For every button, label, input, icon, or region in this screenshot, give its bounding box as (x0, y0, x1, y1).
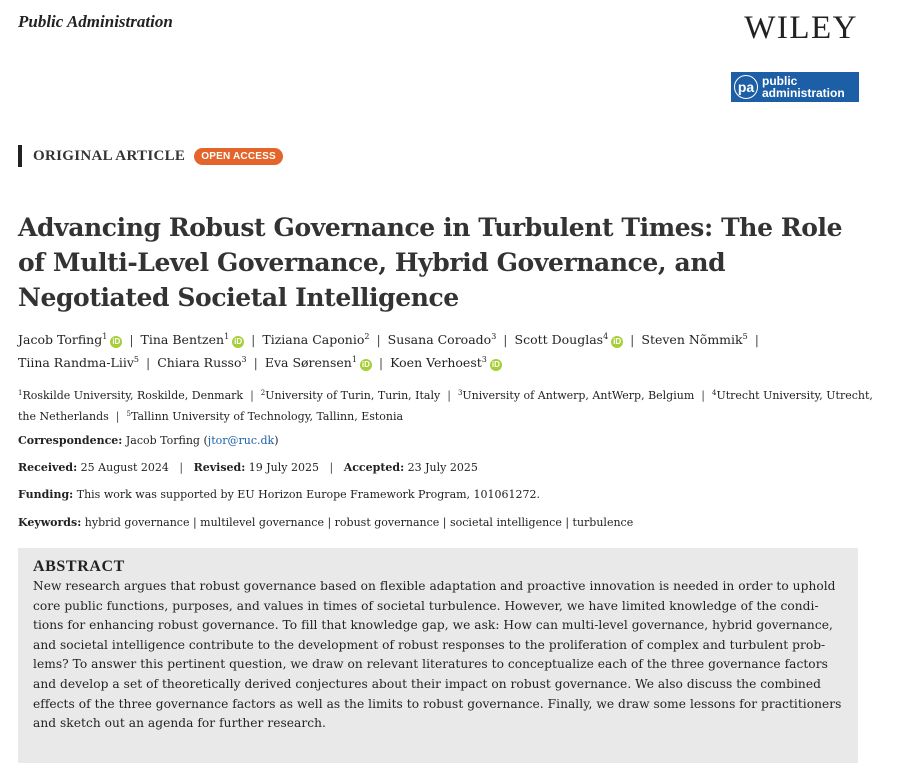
open-access-badge[interactable]: OPEN ACCESS (194, 148, 283, 165)
separator: | (376, 332, 381, 347)
keyword[interactable]: societal intelligence (450, 516, 562, 529)
abstract-line: core public functions, purposes, and values in times of societal turbulence. However, we have limited knowledge of the condi- (33, 598, 819, 613)
keyword[interactable]: turbulence (572, 516, 634, 529)
affiliation-sup: 2 (260, 389, 266, 397)
funding (18, 488, 540, 501)
journal-logo-line1: public (762, 74, 798, 88)
pa-logo-icon: pa (734, 75, 758, 99)
author-affiliation-sup: 5 (133, 355, 139, 364)
separator: | (251, 332, 256, 347)
accepted-date: 23 July 2025 (407, 461, 478, 474)
author-name[interactable]: Tiziana Caponio$^2$ (262, 332, 370, 347)
orcid-icon[interactable]: iD (491, 360, 500, 369)
correspondence-email-link[interactable]: jtor@ruc.dk (207, 434, 275, 447)
affiliation: $^2$University of Turin, Turin, Italy (260, 389, 441, 402)
orcid-icon[interactable]: iD (361, 360, 370, 369)
separator: | (701, 389, 705, 402)
abstract-line: tions for enhancing robust governance. To fill that knowledge gap, we ask: How can multi-level governance, hybrid governance, (33, 618, 833, 633)
affiliation-sup: 1 (18, 389, 23, 397)
journal-logo[interactable] (731, 72, 859, 102)
correspondence: Correspondence: Jacob Torfing (jtor@ruc.dk) (18, 434, 279, 447)
article-title: Advancing Robust Governance in Turbulent Times: The Role of Multi-Level Governance, Hybrid Governance, and Negotiated Societal Intelligence (18, 213, 843, 312)
author-name[interactable]: Susana Coroado$^3$ (387, 332, 497, 347)
keywords: Keywords: hybrid governance | multilevel governance | robust governance | societal intelligence | turbulence (18, 516, 634, 529)
abstract-box (18, 548, 858, 763)
author-affiliation-sup: 3 (241, 355, 247, 364)
publisher-logo[interactable]: WILEY (744, 10, 858, 46)
author-name[interactable]: Jacob Torfing$^1$iD (18, 332, 121, 347)
separator: | (250, 389, 254, 402)
author-name[interactable]: Eva Sørensen$^1$iD (264, 355, 370, 370)
author-affiliation-sup: 3 (481, 355, 487, 364)
author-affiliation-sup: 4 (603, 332, 609, 341)
author-name[interactable]: Chiara Russo$^3$ (157, 355, 247, 370)
abstract-heading: ABSTRACT (33, 558, 125, 575)
funding-text: This work was supported by EU Horizon Europe Framework Program, 101061272. (76, 488, 541, 501)
keyword[interactable]: robust governance (334, 516, 440, 529)
abstract-text (33, 577, 844, 734)
affiliations (18, 384, 878, 426)
separator: | (503, 332, 508, 347)
author-affiliation-sup: 1 (224, 332, 230, 341)
author-affiliation-sup: 3 (491, 332, 497, 341)
keywords-label: Keywords: (18, 516, 82, 529)
separator: | (754, 332, 759, 347)
correspondence-name: Jacob Torfing (125, 434, 200, 447)
affiliation-sup: 4 (711, 389, 717, 397)
affiliation: $^4$Utrecht University, Utrecht, the Netherlands (18, 389, 873, 423)
separator: | (378, 355, 384, 370)
separator: | (179, 461, 184, 474)
revised-label: Revised: (193, 461, 246, 474)
author-list (18, 327, 878, 373)
affiliation-sup: 3 (457, 389, 463, 397)
correspondence-label: Correspondence: (18, 434, 123, 447)
orcid-icon[interactable]: iD (234, 337, 243, 346)
author-name[interactable]: Tiina Randma-Liiv$^5$ (18, 355, 139, 370)
abstract-line: New research argues that robust governance based on flexible adaptation and proactive innovation is needed in order to uphold (33, 579, 836, 593)
journal-name: Public Administration (18, 12, 173, 31)
journal-logo-line2: administration (762, 86, 845, 100)
author-affiliation-sup: 1 (102, 332, 108, 341)
orcid-icon[interactable]: iD (112, 337, 121, 346)
separator: | (146, 355, 151, 370)
affiliation: $^5$Tallinn University of Technology, Tallinn, Estonia (126, 410, 404, 423)
separator: | (115, 410, 120, 423)
separator: | (630, 332, 635, 347)
abstract-line: effects of the three governance factors as well as the limits to robust governance. Finally, we draw some lessons for practitioners (33, 696, 842, 711)
keyword[interactable]: hybrid governance (84, 516, 190, 529)
orcid-icon[interactable]: iD (613, 337, 622, 346)
author-name[interactable]: Scott Douglas$^4$iD (514, 332, 622, 347)
separator: | (329, 461, 334, 474)
author-name[interactable]: Steven Nõmmik$^5$ (641, 332, 748, 347)
abstract-line: lems? To answer this pertinent question, we draw on relevant literatures to conceptualize each of the three governance factors (33, 657, 828, 672)
author-name[interactable]: Tina Bentzen$^1$iD (140, 332, 243, 347)
funding-label: Funding: (18, 488, 74, 501)
accepted-label: Accepted: (343, 461, 405, 474)
article-type (18, 145, 283, 167)
author-affiliation-sup: 1 (351, 355, 357, 364)
separator: | (253, 355, 258, 370)
abstract-line: and develop a set of theoretically derived conjectures about their impact on robust governance. We also discuss the combined (33, 676, 821, 691)
separator: | (129, 332, 134, 347)
keyword[interactable]: multilevel governance (200, 516, 324, 529)
abstract-line: and sketch out an agenda for further research. (33, 716, 326, 731)
author-affiliation-sup: 5 (742, 332, 748, 341)
separator: | (447, 389, 451, 402)
author-name[interactable]: Koen Verhoest$^3$iD (390, 355, 500, 370)
author-affiliation-sup: 2 (364, 332, 370, 341)
article-type-bar (18, 145, 22, 167)
affiliation: $^1$Roskilde University, Roskilde, Denmark (18, 389, 244, 402)
abstract-line: and societal intelligence contribute to the development of robust responses to the proliferation of complex and turbulent prob- (33, 637, 826, 652)
affiliation: $^3$University of Antwerp, AntWerp, Belgium (457, 389, 695, 402)
received-date: 25 August 2024 (80, 461, 169, 474)
affiliation-sup: 5 (126, 410, 131, 418)
revised-date: 19 July 2025 (248, 461, 319, 474)
journal-logo-text (762, 75, 845, 99)
received-label: Received: (18, 461, 78, 474)
article-dates (18, 461, 478, 474)
article-type-label: ORIGINAL ARTICLE (33, 147, 186, 164)
